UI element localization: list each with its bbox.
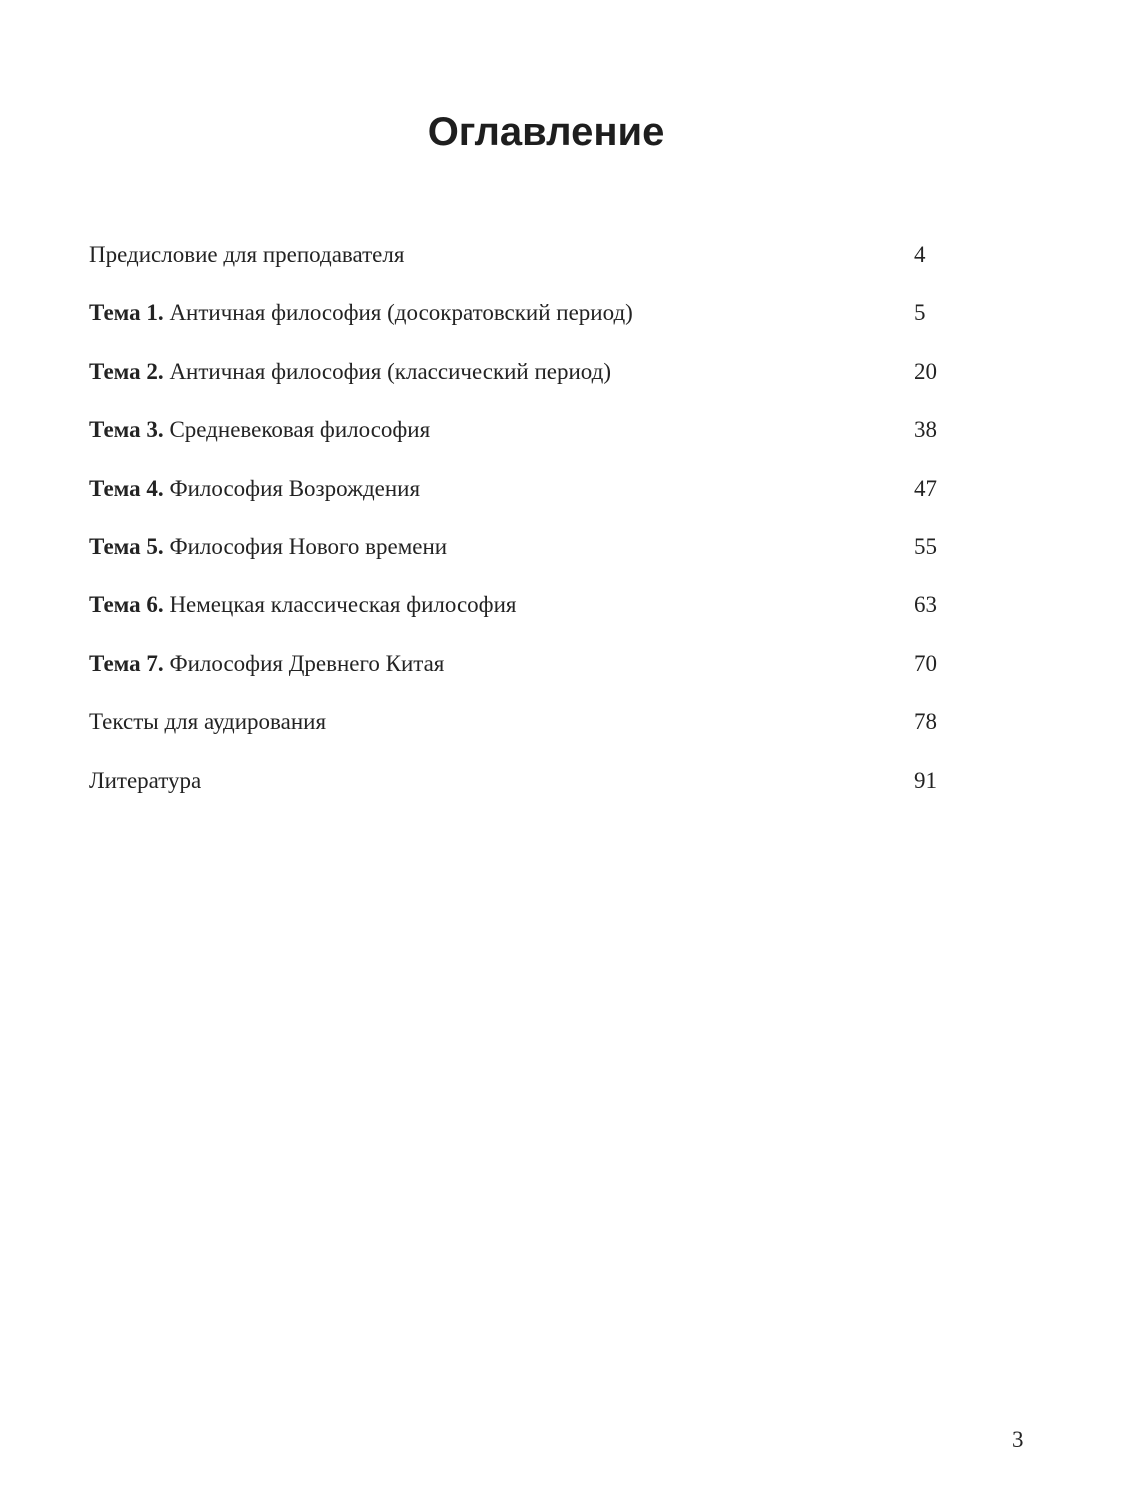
toc-entry-text [89,293,633,333]
toc-page-number: 91 [914,767,937,793]
toc-entry-preface[interactable] [89,235,959,293]
toc-page-number: 55 [914,533,937,559]
topic-title: Средневековая философия [169,417,431,443]
topic-label: Тема 2. [89,358,164,384]
toc-entry-topic-6[interactable] [89,585,959,643]
toc-entry-topic-3[interactable] [89,410,959,468]
toc-entry-text: Тексты для аудирования [89,709,327,735]
toc-entry-topic-2[interactable] [89,352,959,410]
toc-page-number: 38 [914,417,937,443]
topic-label: Тема 7. [89,650,164,676]
topic-title: Немецкая классическая философия [169,592,517,618]
toc-entry-text [89,644,444,684]
toc-page-number: 5 [914,300,926,326]
toc-page-number: 20 [914,358,937,384]
topic-label: Тема 4. [89,475,164,501]
toc-entry-text [89,527,447,567]
toc-entry-text: Предисловие для преподавателя [89,242,405,267]
toc-page-number: 70 [914,650,937,676]
toc-entry-text: Литература [89,767,202,793]
toc-entry-topic-4[interactable] [89,469,959,527]
topic-label: Тема 1. [89,300,164,326]
topic-label: Тема 3. [89,417,164,443]
toc-entry-topic-1[interactable] [89,293,959,351]
topic-label: Тема 6. [89,592,164,618]
page-number: 3 [1012,1427,1024,1452]
toc-entry-topic-7[interactable] [89,644,959,702]
toc-entry-text [89,410,430,450]
toc-page-number: 78 [914,709,937,735]
topic-label: Тема 5. [89,533,164,559]
toc-entry-text [89,469,420,509]
page-title: Оглавление [427,110,665,154]
topic-title: Античная философия (досократовский период) [169,300,633,326]
toc-entry-text [89,352,611,392]
topic-title: Философия Древнего Китая [169,650,445,676]
toc-page-number: 4 [914,242,926,267]
toc-page-number: 47 [914,475,937,501]
toc-entry-topic-5[interactable] [89,527,959,585]
toc-page-number: 63 [914,592,937,618]
toc-entry-literature[interactable] [89,761,959,819]
topic-title: Философия Возрождения [169,475,421,501]
topic-title: Философия Нового времени [169,533,448,559]
table-of-contents [89,235,959,819]
toc-entry-listening-texts[interactable] [89,702,959,760]
topic-title: Античная философия (классический период) [169,358,612,384]
toc-entry-text [89,585,516,625]
